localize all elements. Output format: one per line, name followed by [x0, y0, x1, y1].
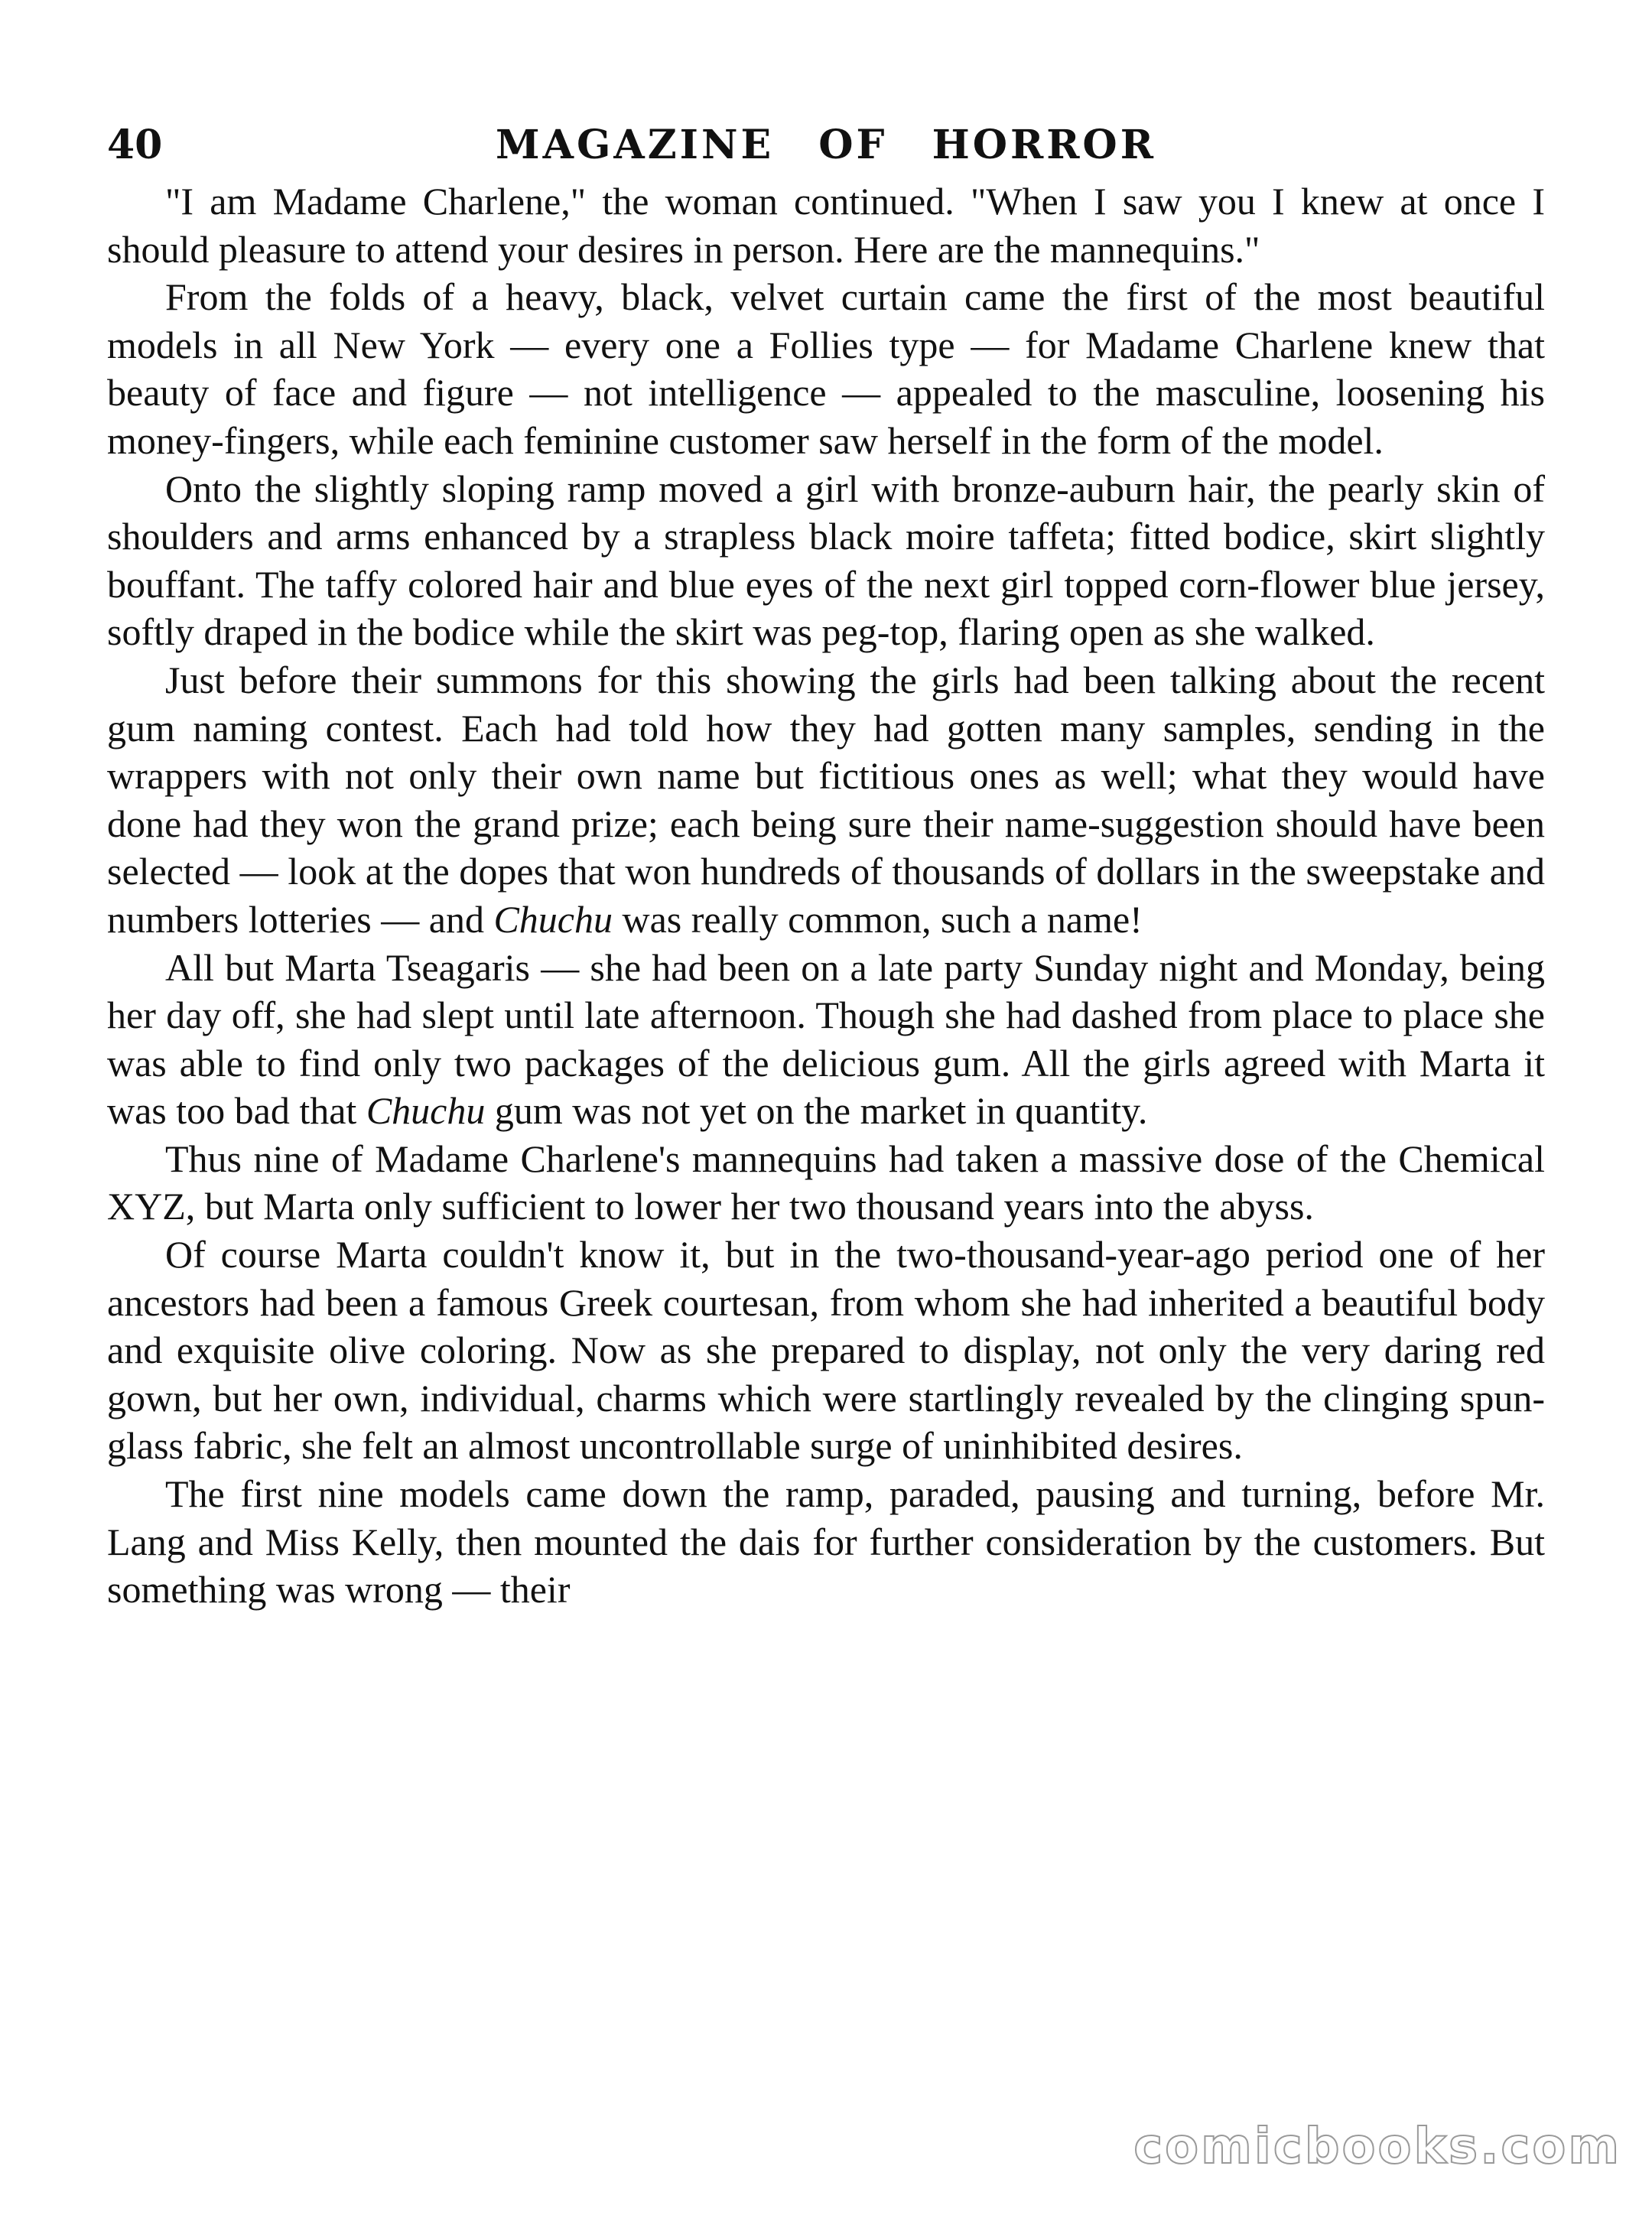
- watermark: comicbooks.com: [1133, 2119, 1621, 2175]
- story-text: [107, 177, 1545, 1614]
- page-number: 40: [107, 122, 163, 168]
- paragraph: Just before their summons for this showing the girls had been talking about the recent gum naming contest. Each had told how they had gotten many samples, sending in the wrappers with not only their own name but fictitious ones as well; what they would have done had they won the grand prize; each being sure their name-suggestion should have been selected — look at the dopes that won hundreds of thousands of dollars in the sweepstake and numbers lotteries — and Chuchu was really common, such a name!: [107, 658, 1545, 941]
- paragraph: Of course Marta couldn't know it, but in the two-thousand-year-ago period one of her ancestors had been a famous Greek courtesan, from whom she had inherited a beautiful body and exquisite olive coloring. Now as she prepared to display, not only the very daring red gown, but her own, individual, charms which were startlingly revealed by the clinging spun-glass fabric, she felt an almost uncontrollable surge of uninhibited desires.: [107, 1233, 1545, 1468]
- paragraph: Onto the slightly sloping ramp moved a girl with bronze-auburn hair, the pearly skin of shoulders and arms enhanced by a strapless black moire taffeta; fitted bodice, skirt slightly bouffant. The taffy colored hair and blue eyes of the next girl topped corn-flower blue jersey, softly draped in the bodice while the skirt was peg-top, flaring open as she walked.: [107, 467, 1545, 654]
- product-name: Chuchu: [493, 897, 613, 941]
- book-page: [107, 115, 1545, 1614]
- magazine-title: MAGAZINE OF HORROR: [496, 122, 1156, 168]
- paragraph: The first nine models came down the ramp, paraded, pausing and turning, before Mr. Lang and Miss Kelly, then mounted the dais for further consideration by the customers. But something was wrong — their: [107, 1472, 1545, 1611]
- paragraph: Thus nine of Madame Charlene's mannequins had taken a massive dose of the Chemical XYZ, but Marta only sufficient to lower her two thousand years into the abyss.: [107, 1137, 1545, 1228]
- paragraph: From the folds of a heavy, black, velvet curtain came the first of the most beautiful models in all New York — every one a Follies type — for Madame Charlene knew that beauty of face and figure — not intelligence — appealed to the masculine, loosening his money-fingers, while each feminine customer saw herself in the form of the model.: [107, 275, 1545, 462]
- product-name: Chuchu: [366, 1089, 486, 1133]
- running-header: [107, 115, 1545, 176]
- paragraph: All but Marta Tseagaris — she had been on a late party Sunday night and Monday, being her day off, she had slept until late afternoon. Though she had dashed from place to place she was able to find only two packages of the delicious gum. All the girls agreed with Marta it was too bad that Chuchu gum was not yet on the market in quantity.: [107, 945, 1545, 1133]
- paragraph: "I am Madame Charlene," the woman continued. "When I saw you I knew at once I should pleasure to attend your desires in person. Here are the mannequins.": [107, 180, 1545, 271]
